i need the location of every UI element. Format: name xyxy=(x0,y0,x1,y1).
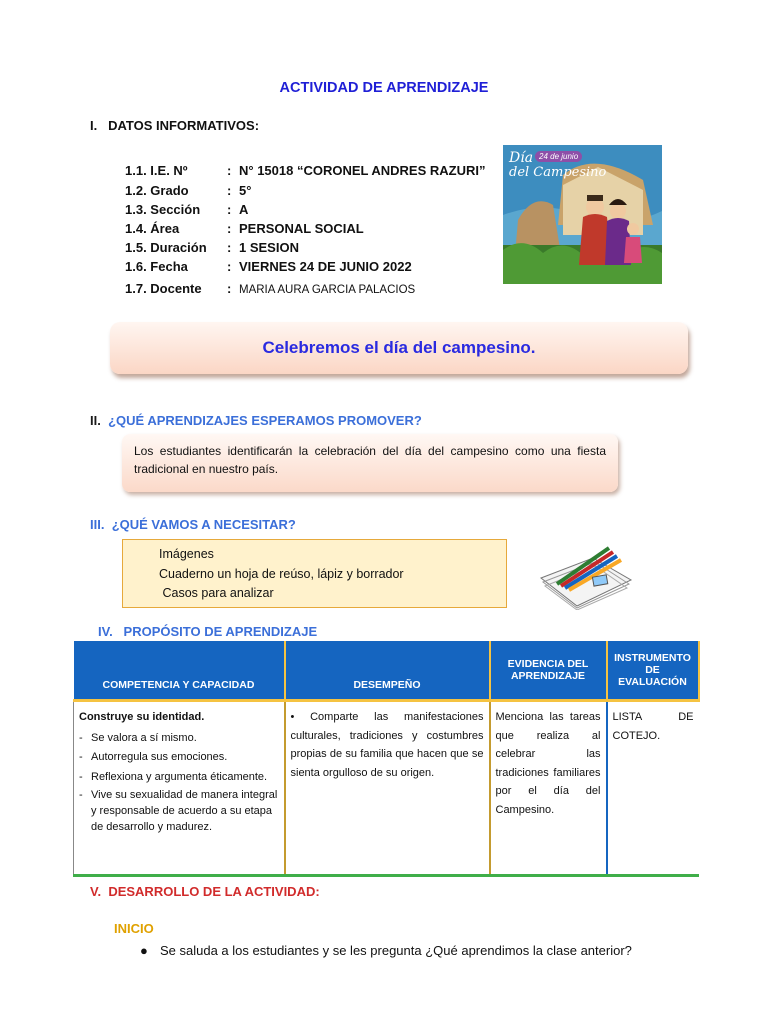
inicio-bullet xyxy=(140,943,632,958)
section-2-label: ¿QUÉ APRENDIZAJES ESPERAMOS PROMOVER? xyxy=(108,413,422,428)
learning-goal-box: Los estudiantes identificarán la celebración del día del campesino como una fiesta tradicional en nuestro país. xyxy=(122,434,618,492)
section-3-label: ¿QUÉ VAMOS A NECESITAR? xyxy=(111,517,296,532)
bullet-dot-icon: ● xyxy=(140,943,148,958)
info-row-grado: 1.2. Grado : 5° xyxy=(125,183,252,198)
session-title-banner: Celebremos el día del campesino. xyxy=(110,322,688,374)
info-row-ie: 1.1. I.E. Nº : N° 15018 “CORONEL ANDRES RAZURI” xyxy=(125,163,486,178)
table-header-row xyxy=(74,641,699,701)
info-row-duracion: 1.5. Duración : 1 SESION xyxy=(125,240,299,255)
list-item: - Vive su sexualidad de manera integral y responsable de acuerdo a su etapa de desarrollo y madurez. xyxy=(91,787,279,835)
info-row-fecha: 1.6. Fecha : VIERNES 24 DE JUNIO 2022 xyxy=(125,259,412,274)
capacidades-list xyxy=(79,729,279,836)
section-3-heading xyxy=(90,517,296,532)
table-row xyxy=(74,701,699,876)
section-1-heading xyxy=(90,118,259,133)
cell-competencia xyxy=(74,701,285,876)
section-5-heading: V. DESARROLLO DE LA ACTIVIDAD: xyxy=(90,884,320,899)
material-item: Casos para analizar xyxy=(159,586,274,600)
dia-del-campesino-image xyxy=(503,145,662,284)
header-competencia: COMPETENCIA Y CAPACIDAD xyxy=(74,641,285,701)
header-instrumento: INSTRUMENTO DE EVALUACIÓN xyxy=(607,641,699,701)
competencia-title: Construye su identidad. xyxy=(79,711,205,723)
header-evidencia: EVIDENCIA DEL APRENDIZAJE xyxy=(490,641,607,701)
section-1-number: I. xyxy=(90,118,98,133)
section-2-number: II. xyxy=(90,413,101,428)
hero-line1: Día xyxy=(509,150,534,166)
info-row-area: 1.4. Área : PERSONAL SOCIAL xyxy=(125,221,364,236)
cell-evidencia: Menciona las tareas que realiza al celebrar las tradiciones familiares por el día del Campesino. xyxy=(490,701,607,876)
section-2-heading xyxy=(90,413,422,428)
section-4-heading: IV. PROPÓSITO DE APRENDIZAJE xyxy=(98,624,318,639)
document-title: ACTIVIDAD DE APRENDIZAJE xyxy=(279,80,489,96)
section-1-label: DATOS INFORMATIVOS: xyxy=(108,118,260,133)
inicio-bullet-text: Se saluda a los estudiantes y se les pregunta ¿Qué aprendimos la clase anterior? xyxy=(160,943,632,958)
section-3-number: III. xyxy=(90,517,105,532)
purpose-table xyxy=(73,641,700,877)
list-item: - Autorregula sus emociones. xyxy=(91,748,279,767)
material-item: Imágenes xyxy=(159,547,214,561)
materials-box xyxy=(122,539,507,608)
info-row-docente: 1.7. Docente : MARIA AURA GARCIA PALACIOS xyxy=(125,281,416,296)
school-supplies-icon xyxy=(535,540,635,610)
inicio-label: INICIO xyxy=(114,921,154,936)
header-desempeno: DESEMPEÑO xyxy=(285,641,490,701)
hero-line2: del Campesino xyxy=(509,165,607,180)
info-row-seccion: 1.3. Sección : A xyxy=(125,202,249,217)
list-item: - Se valora a sí mismo. xyxy=(91,729,279,748)
cell-desempeno: • Comparte las manifestaciones culturales, tradiciones y costumbres propias de su familia que hacen que se sienta orgulloso de su origen. xyxy=(285,701,490,876)
cell-instrumento: LISTA DE COTEJO. xyxy=(607,701,699,876)
list-item: - Reflexiona y argumenta éticamente. xyxy=(91,768,279,787)
hero-badge: 24 de junio xyxy=(535,151,582,162)
material-item: Cuaderno un hoja de reúso, lápiz y borrador xyxy=(159,566,404,581)
